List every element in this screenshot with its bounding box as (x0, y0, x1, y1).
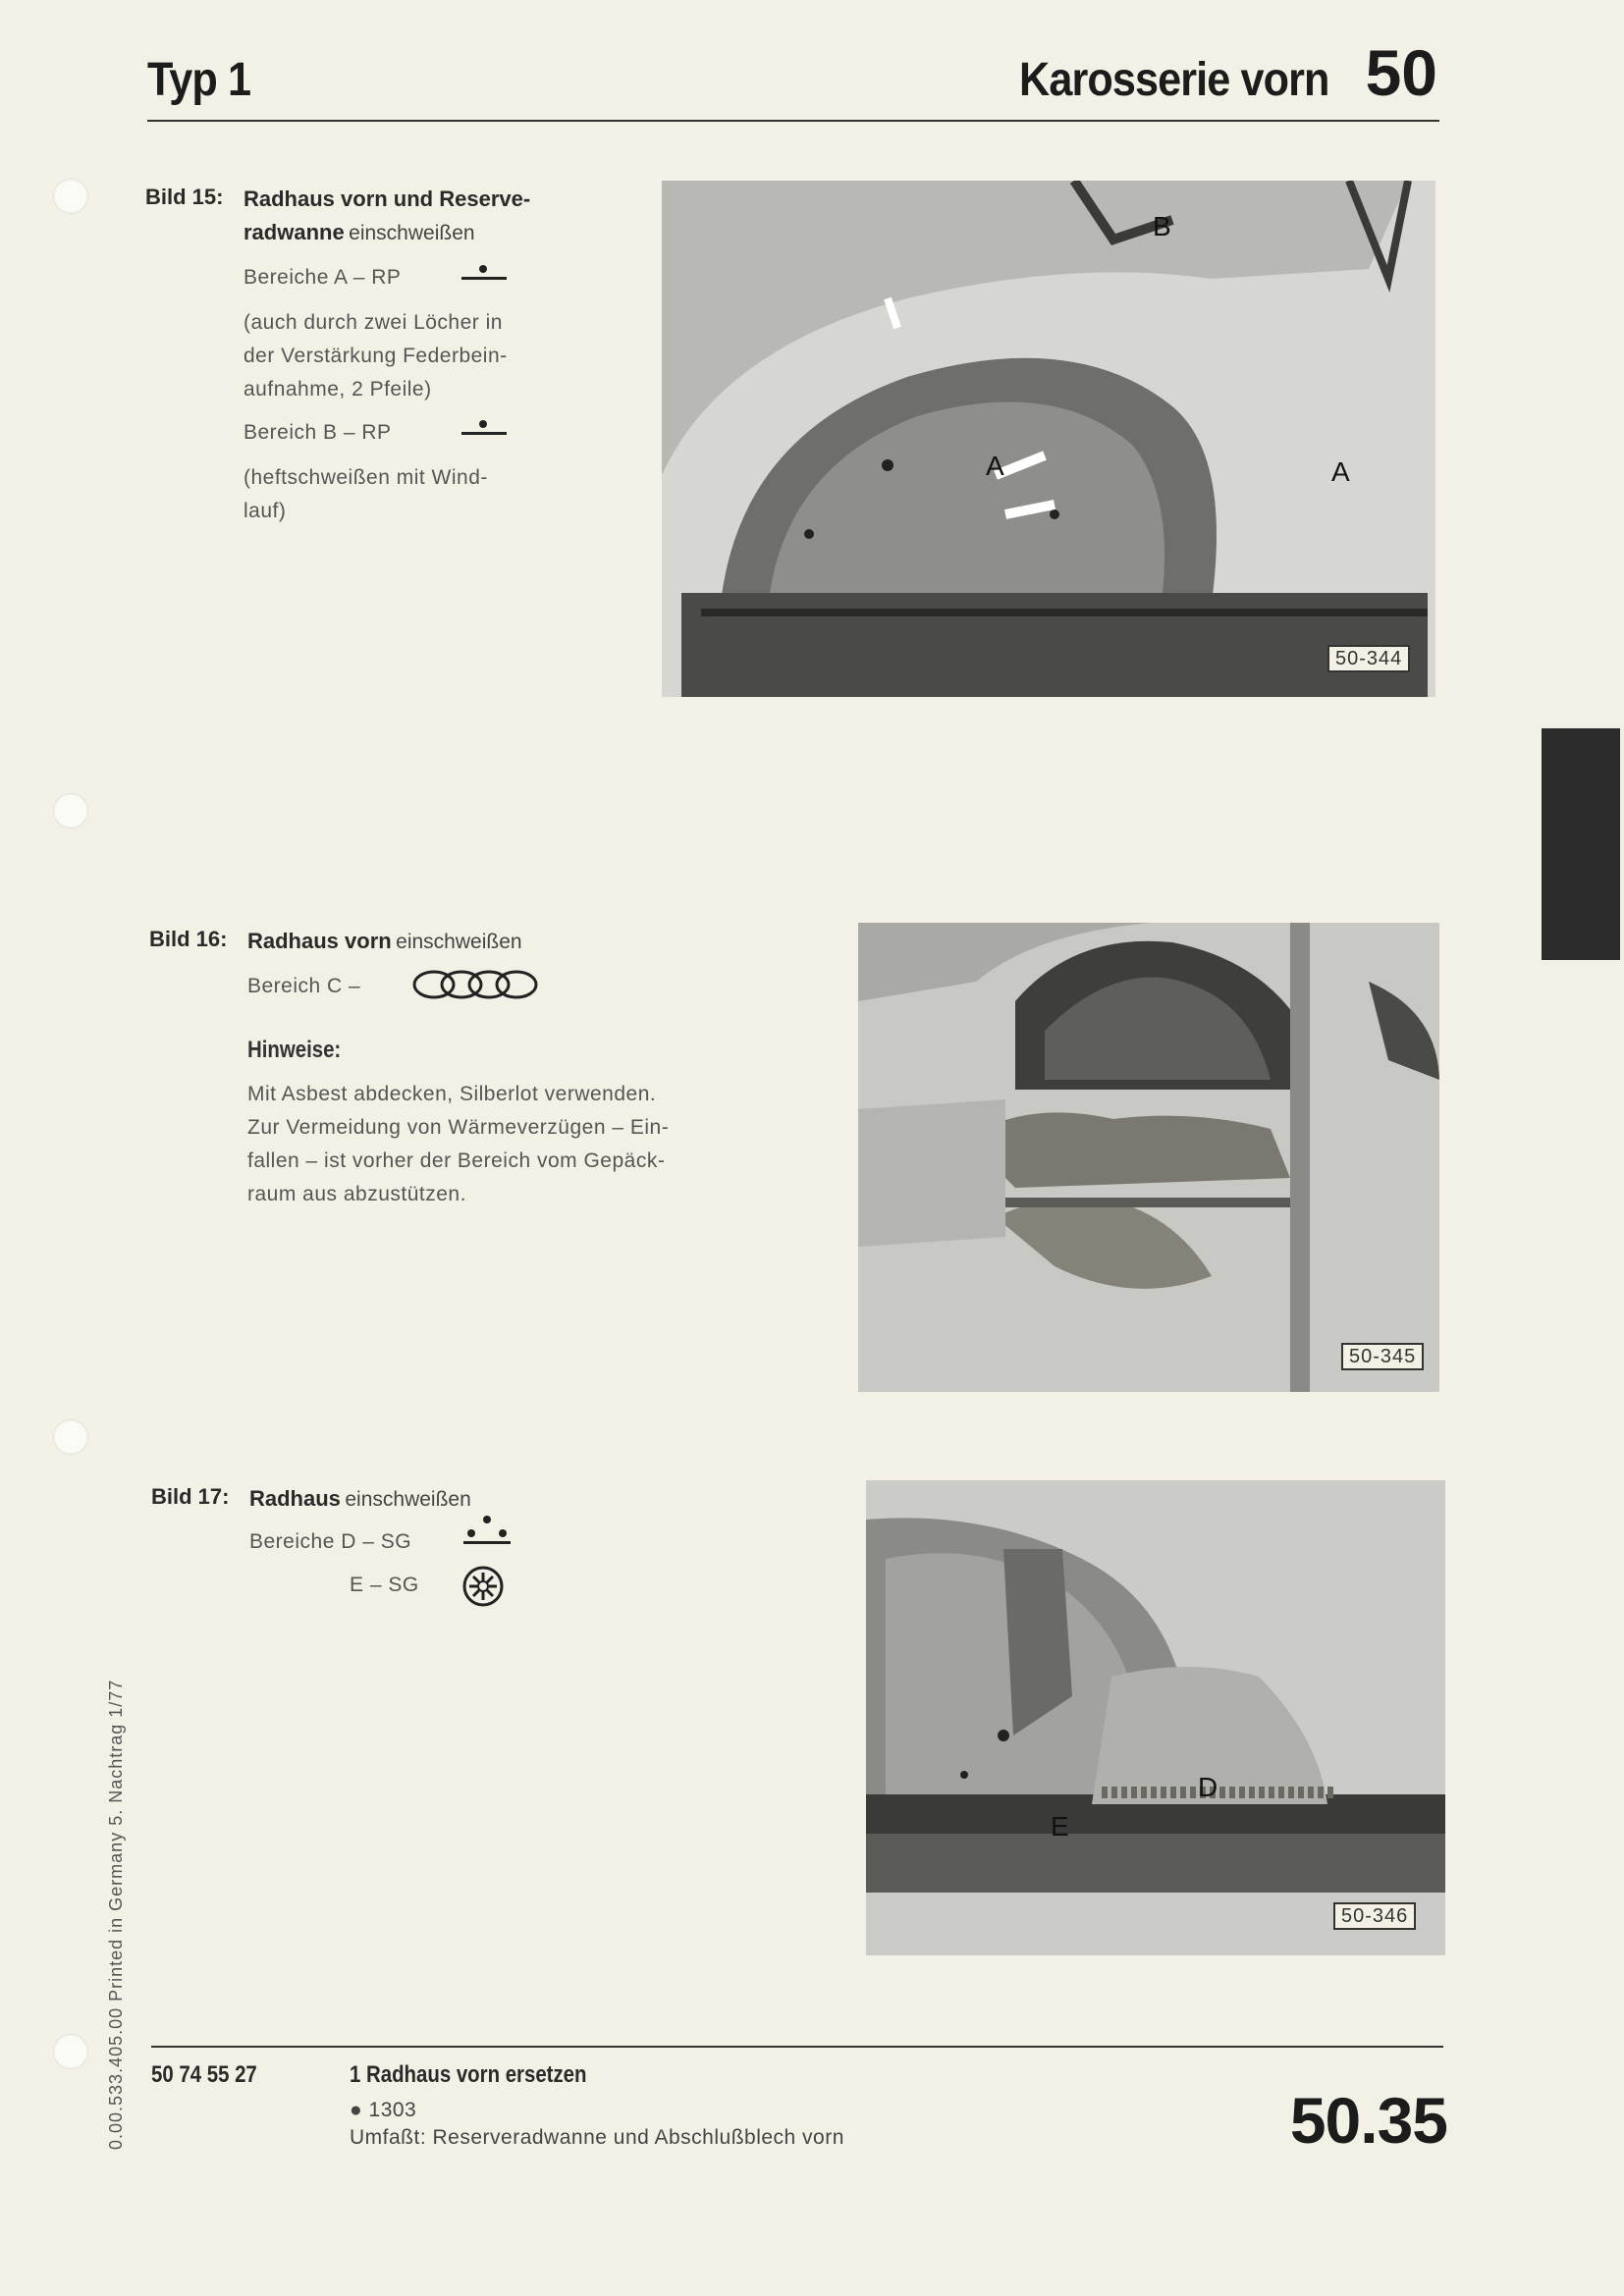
note-line-0: Mit Asbest abdecken, Silberlot verwenden. (247, 1083, 657, 1105)
marker-d: D (1198, 1772, 1218, 1802)
marker-a: A (1331, 456, 1350, 487)
header-rule (147, 120, 1439, 122)
figure15-ref: 50-344 (1327, 645, 1410, 672)
rosette-weld-symbol (461, 1565, 505, 1613)
punch-hole (53, 2034, 88, 2069)
footer-model: ● 1303 (350, 2099, 417, 2121)
marker-a: A (986, 451, 1004, 481)
figure17-photo (866, 1480, 1445, 1955)
punch-hole (53, 793, 88, 828)
seam-weld-symbol (458, 1514, 516, 1552)
figure15-line-0: Bereiche A – RP (244, 266, 402, 289)
figure15-photo (662, 181, 1435, 697)
figure16-line: Bereich C – (247, 975, 361, 997)
figure15-title: Radhaus vorn und Reserve- (244, 187, 531, 211)
footer-rule (151, 2046, 1443, 2048)
figure15-title-line2: radwanne einschweißen (244, 220, 475, 244)
note-line-3: raum aus abzustützen. (247, 1183, 466, 1205)
note-line-2: fallen – ist vorher der Bereich vom Gepäck- (247, 1149, 666, 1172)
register-tab (1542, 728, 1620, 960)
section-title: Karosserie vorn (1019, 54, 1329, 106)
figure16-ref: 50-345 (1341, 1343, 1424, 1370)
note-line-1: Zur Vermeidung von Wärmeverzügen – Ein- (247, 1116, 670, 1139)
braze-weld-symbol (410, 968, 544, 1006)
figure16-caption (149, 927, 227, 952)
figure15-line-1: (auch durch zwei Löcher in (244, 311, 503, 334)
notes-heading: Hinweise: (247, 1037, 342, 1063)
spot-weld-symbol (456, 263, 514, 292)
figure16-label: Bild 16: (149, 927, 228, 951)
figure15-line-5: (heftschweißen mit Wind- (244, 466, 488, 489)
section-number: 50 (1365, 36, 1437, 109)
figure17-line1: Bereiche D – SG (249, 1530, 412, 1553)
figure17-caption (151, 1484, 229, 1510)
figure17-label: Bild 17: (151, 1484, 230, 1509)
figure15-line-3: aufnahme, 2 Pfeile) (244, 378, 432, 400)
punch-hole (53, 179, 88, 214)
footer-scope: Umfaßt: Reserveradwanne und Abschlußblech vorn (350, 2126, 844, 2149)
figure15-line-4: Bereich B – RP (244, 421, 392, 444)
footer-code: 50 74 55 27 (151, 2061, 257, 2088)
spot-weld-symbol (456, 418, 514, 447)
figure16-photo (858, 923, 1439, 1392)
print-info: 0.00.533.405.00 Printed in Germany 5. Nachtrag 1/77 (106, 1679, 126, 2150)
page-number: 50.35 (1289, 2084, 1447, 2157)
marker-e: E (1051, 1811, 1069, 1842)
figure15-caption (145, 185, 223, 210)
footer-title: 1 Radhaus vorn ersetzen (350, 2061, 587, 2088)
marker-b: B (1153, 211, 1171, 241)
figure17-title: Radhaus (249, 1486, 341, 1511)
document-type: Typ 1 (147, 54, 251, 106)
figure15-line-2: der Verstärkung Federbein- (244, 345, 508, 367)
figure15-label: Bild 15: (145, 185, 224, 209)
figure17-line2: E – SG (350, 1574, 419, 1596)
figure17-ref: 50-346 (1333, 1902, 1416, 1930)
figure16-title-row: Radhaus vorn einschweißen (247, 929, 522, 953)
figure15-line-6: lauf) (244, 500, 287, 522)
figure17-title-row: Radhaus einschweißen (249, 1486, 471, 1511)
figure16-title: Radhaus vorn (247, 929, 392, 953)
punch-hole (53, 1419, 88, 1455)
